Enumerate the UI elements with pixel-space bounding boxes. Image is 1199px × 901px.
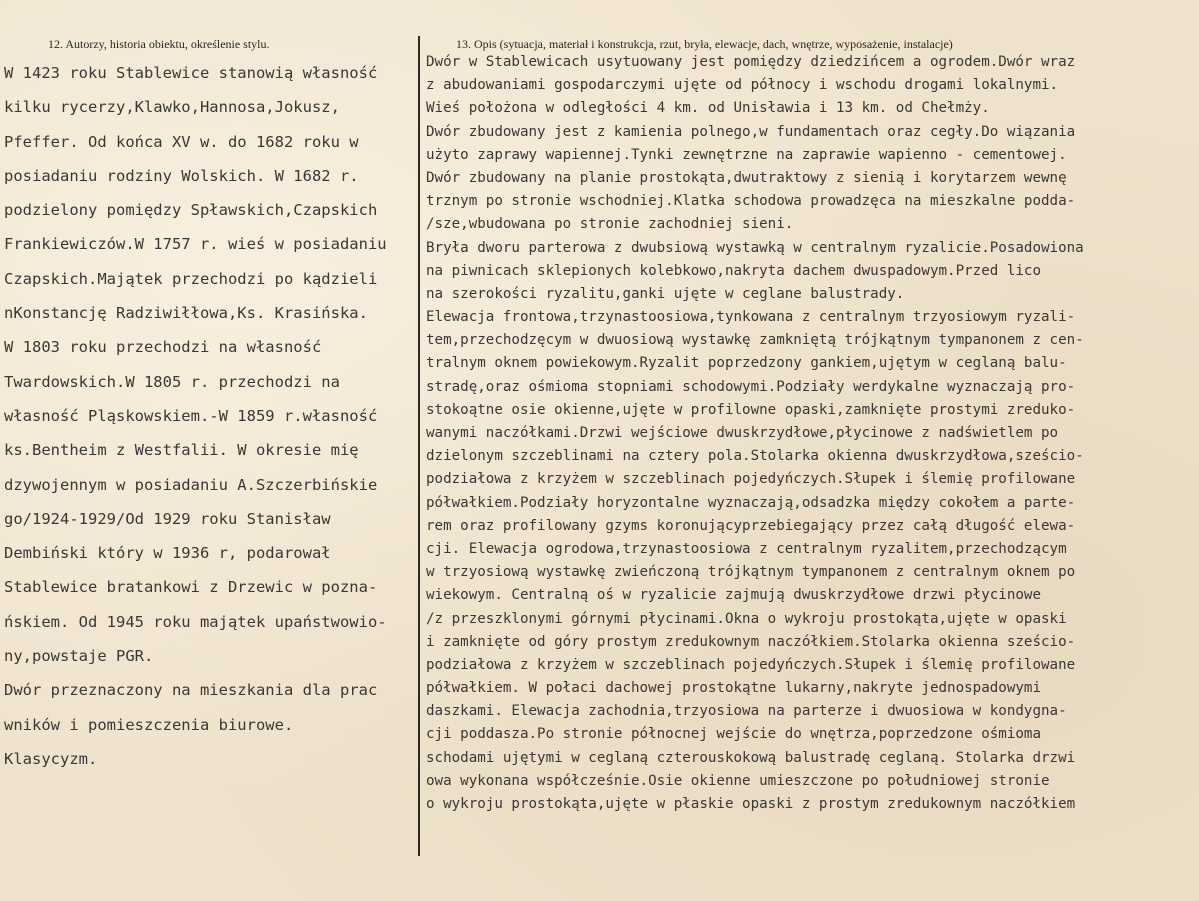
text-line: posiadaniu rodziny Wolskich. W 1682 r. (4, 166, 359, 185)
text-line: schodami ujętymi w ceglaną czterouskokową balustradę ceglaną. Stolarka drzwi (426, 749, 1076, 766)
text-line: na szerokości ryzalitu,ganki ujęte w ceglane balustrady. (426, 285, 905, 302)
text-line: półwałkiem. W połaci dachowej prostokątne lukarny,nakryte jednospadowymi (426, 680, 1041, 697)
text-line: wiekowym. Centralną oś w ryzalicie zajmują dwuskrzydłowe drzwi płycinowe (426, 587, 1041, 604)
text-line: Dwór zbudowany na planie prostokąta,dwutraktowy z sienią i korytarzem wewnę (426, 169, 1067, 186)
text-line: Frankiewiczów.W 1757 r. wieś w posiadaniu (4, 235, 387, 254)
text-line: użyto zaprawy wapiennej.Tynki zewnętrzne na zaprawie wapienno - cementowej. (426, 146, 1067, 163)
text-line: tem,przechodzęcym w dwuosiową wystawkę zamkniętą trójkątnym tympanonem z cen- (426, 332, 1084, 349)
text-line: Klasycyzm. (4, 749, 98, 768)
text-line: podziałowa z krzyżem w szczeblinach pojedyńczych.Słupek i ślemię profilowane (426, 471, 1076, 488)
text-line: nKonstancję Radziwiłłowa,Ks. Krasińska. (4, 304, 368, 323)
text-line: daszkami. Elewacja zachodnia,trzyosiowa na parterze i dwuosiowa w kondygna- (426, 703, 1067, 720)
text-line: Elewacja frontowa,trzynastoosiowa,tynkowana z centralnym trzyosiowym ryzali- (426, 309, 1076, 326)
text-line: /sze,wbudowana po stronie zachodniej sieni. (426, 216, 794, 233)
text-line: podzielony pomiędzy Spławskich,Czapskich (4, 201, 378, 220)
text-line: i zamknięte od góry prostym zredukownym naczółkiem.Stolarka okienna sześcio- (426, 633, 1076, 650)
text-line: owa wykonana współcześnie.Osie okienne umieszczone po południowej stronie (426, 772, 1050, 789)
text-line: stokoątne osie okienne,ujęte w profilowne opaski,zamknięte prostymi zredukо- (426, 401, 1076, 418)
text-line: Twardowskich.W 1805 r. przechodzi na (4, 372, 340, 391)
text-line: go/1924-1929/Od 1929 roku Stanisław (4, 509, 331, 528)
text-line: W 1803 roku przechodzi na własność (4, 338, 322, 357)
text-line: Dwór w Stablewicach usytuowany jest pomiędzy dziedzińcem a ogrodem.Dwór wraz (426, 54, 1076, 70)
text-line: /z przeszklonymi górnymi płycinami.Okna o wykroju prostokąta,ujęte w opaski (426, 610, 1067, 627)
text-line: Pfeffer. Od końca XV w. do 1682 roku w (4, 132, 359, 151)
description-text-column (426, 51, 1084, 816)
text-line: Bryła dworu parterowa z dwubsiową wystawką w centralnym ryzalicie.Posadowiona (426, 239, 1084, 256)
text-line: Wieś położona w odległości 4 km. od Unisławia i 13 km. od Chełmży. (426, 100, 990, 117)
text-line: W 1423 roku Stablewice stanowią własność (4, 64, 378, 82)
text-line: cji. Elewacja ogrodowa,trzynastoosiowa z centralnym ryzalitem,przechodzącym (426, 540, 1067, 557)
text-line: o wykroju prostokąta,ujęte w płaskie opaski z prostym zredukownym naczółkiem (426, 796, 1076, 812)
text-line: wników i pomieszczenia biurowe. (4, 715, 294, 734)
text-line: Dembiński który w 1936 r, podarował (4, 544, 331, 563)
text-line: Stablewice bratankowi z Drzewic w pozna- (4, 578, 378, 597)
text-line: półwałkiem.Podziały horyzontalne wyznaczają,odsadzka między cokołem a parte- (426, 494, 1076, 511)
history-text-column (4, 56, 387, 776)
text-line: podziałowa z krzyżem w szczeblinach pojedyńczych.Słupek i ślemię profilowane (426, 656, 1076, 673)
text-line: tralnym oknem powiekowym.Ryzalit poprzedzony gankiem,ujętym w ceglaną balu- (426, 355, 1067, 372)
text-line: dzywojennym w posiadaniu A.Szczerbińskie (4, 475, 378, 494)
text-line: stradę,oraz ośmioma stopniami schodowymi.Podziały werdykalne wyznaczają pro- (426, 378, 1076, 395)
text-line: wanymi naczółkami.Drzwi wejściowe dwuskrzydłowe,płycinowe z nadświetlem po (426, 425, 1059, 441)
text-line: kilku rycerzy,Klawko,Hannosa,Jokusz, (4, 98, 340, 117)
text-line: trznym po stronie wschodniej.Klatka schodowa prowadzęca na mieszkalne podda- (426, 193, 1076, 210)
text-line: własność Pląskowskiem.-W 1859 r.własność (4, 406, 378, 425)
text-line: dzielonym szczeblinami na cztery pola.Stolarka okienna dwuskrzydłowa,sześcio- (426, 448, 1084, 465)
text-line: ńskiem. Od 1945 roku majątek upaństwowio- (4, 612, 387, 631)
text-line: cji poddasza.Po stronie północnej wejście do wnętrza,poprzedzone ośmioma (426, 726, 1041, 743)
section-12-heading: 12. Autorzy, historia obiektu, określenie stylu. (48, 37, 270, 51)
section-13-heading: 13. Opis (sytuacja, materiał i konstrukcja, rzut, bryła, elewacje, dach, wnętrze, wyposażenie, instalacje) (456, 37, 953, 51)
text-line: ks.Bentheim z Westfalii. W okresie mię (4, 441, 359, 460)
text-line: w trzyosiową wystawkę zwieńczoną trójkątnym tympanonem z centralnym oknem po (426, 564, 1076, 581)
column-divider (418, 36, 420, 856)
text-line: ny,powstaje PGR. (4, 647, 154, 666)
text-line: Czapskich.Majątek przechodzi po kądzieli (4, 269, 378, 288)
text-line: Dwór zbudowany jest z kamienia polnego,w fundamentach oraz cegły.Do wiązania (426, 123, 1076, 140)
text-line: z abudowaniami gospodarczymi ujęte od północy i wschodu drogami lokalnymi. (426, 77, 1059, 94)
text-line: Dwór przeznaczony na mieszkania dla prac (4, 681, 378, 700)
text-line: rem oraz profilowany gzyms koronującyprzebiegający przez całą długość elewa- (426, 517, 1076, 534)
text-line: na piwnicach sklepionych kolebkowo,nakryta dachem dwuspadowym.Przed lico (426, 262, 1041, 279)
